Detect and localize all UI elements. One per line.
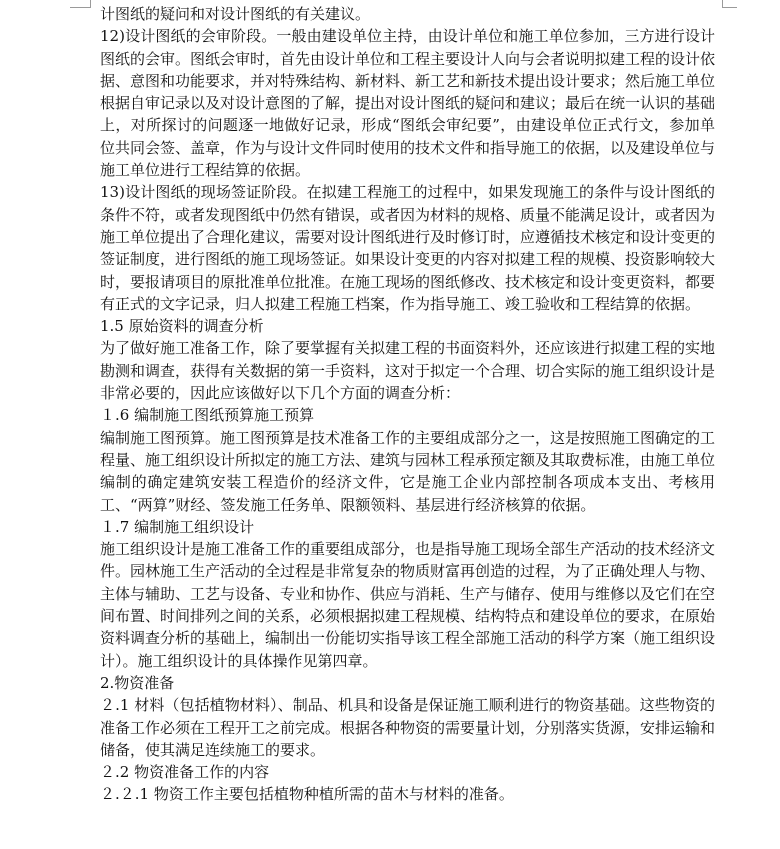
paragraph-organization-design: 施工组织设计是施工准备工作的重要组成部分，也是指导施工现场全部生产活动的技术经济文件。园林施工生产活动的全过程是非常复杂的物质财富再创造的过程，为了正确处理人与物、主体与辅助、工艺与设备、专业和协作、供应与消耗、生产与储存、使用与维修以及它们在空间布置、时间排列之间的关系，必须根据拟建工程规模、结构特点和建设单位的要求，在原始资料调查分析的基础上，编制出一份能切实指导该工程全部施工活动的科学方案（施工组织设计）。施工组织设计的具体操作见第四章。 (100, 540, 716, 670)
heading-1-6: １.6 编制施工图纸预算施工预算 (100, 406, 315, 425)
paragraph-materials: ２.1 材料（包括植物材料）、制品、机具和设备是保证施工顺利进行的物资基础。这些物资的准备工作必须在工程开工之前完成。根据各种物资的需要量计划，分别落实货源，安排运输和储备，使其满足连续施工的要求。 (100, 696, 716, 759)
heading-2-2: ２.2 物资准备工作的内容 (100, 763, 270, 782)
heading-2-2-1: ２.２.1 物资工作主要包括植物种植所需的苗木与材料的准备。 (100, 785, 514, 804)
paragraph-budget: 编制施工图预算。施工图预算是技术准备工作的主要组成部分之一，这是按照施工图确定的工程量、施工组织设计所拟定的施工方法、建筑与园林工程承预定额及其取费标准，由施工单位编制的确定建筑安装工程造价的经济文件，它是施工企业内部控制各项成本支出、考核用工、“两算”财经、签发施工任务单、限额领料、基层进行经济核算的依据。 (100, 428, 716, 514)
paragraph-12-drawing-review: 12)设计图纸的会审阶段。一般由建设单位主持，由设计单位和施工单位参加，三方进行设计图纸的会审。图纸会审时，首先由设计单位和工程主要设计人向与会者说明拟建工程的设计依据、意图和功能要求，并对特殊结构、新材料、新工艺和新技术提出设计要求；然后施工单位根据自审记录以及对设计意图的了解，提出对设计图纸的疑问和建议；最后在统一认识的基础上，对所探讨的问题逐一地做好记录，形成“图纸会审纪要”，由建设单位正式行文，参加单位共同会签、盖章，作为与设计文件同时使用的技术文件和指导施工的依据，以及建设单位与施工单位进行工程结算的依据。 (100, 27, 716, 180)
margin-crop-mark-right (722, 0, 737, 8)
margin-crop-mark-left (70, 0, 91, 8)
heading-1-5: 1.5 原始资料的调查分析 (100, 317, 264, 336)
paragraph-survey: 为了做好施工准备工作，除了要掌握有关拟建工程的书面资料外，还应该进行拟建工程的实地勘测和调查，获得有关数据的第一手资料，这对于拟定一个合理、切合实际的施工组织设计是非常必要的，因此应该做好以下几个方面的调查分析： (100, 339, 716, 403)
paragraph-continuation: 计图纸的疑问和对设计图纸的有关建议。 (100, 5, 371, 23)
paragraph-13-site-visa: 13)设计图纸的现场签证阶段。在拟建工程施工的过程中，如果发现施工的条件与设计图纸的条件不符，或者发现图纸中仍然有错误，或者因为材料的规格、质量不能满足设计，或者因为施工单位提出了合理化建议，需要对设计图纸进行及时修订时，应遵循技术核定和设计变更的签证制度，进行图纸的施工现场签证。如果设计变更的内容对拟建工程的规模、投资影响较大时，要报请项目的原批准单位批准。在施工现场的图纸修改、技术核定和设计变更资料，都要有正式的文字记录，归人拟建工程施工档案，作为指导施工、竣工验收和工程结算的依据。 (100, 183, 716, 313)
heading-1-7: １.7 编制施工组织设计 (100, 517, 255, 536)
text-column (100, 3, 715, 806)
heading-2: 2.物资准备 (100, 673, 175, 692)
